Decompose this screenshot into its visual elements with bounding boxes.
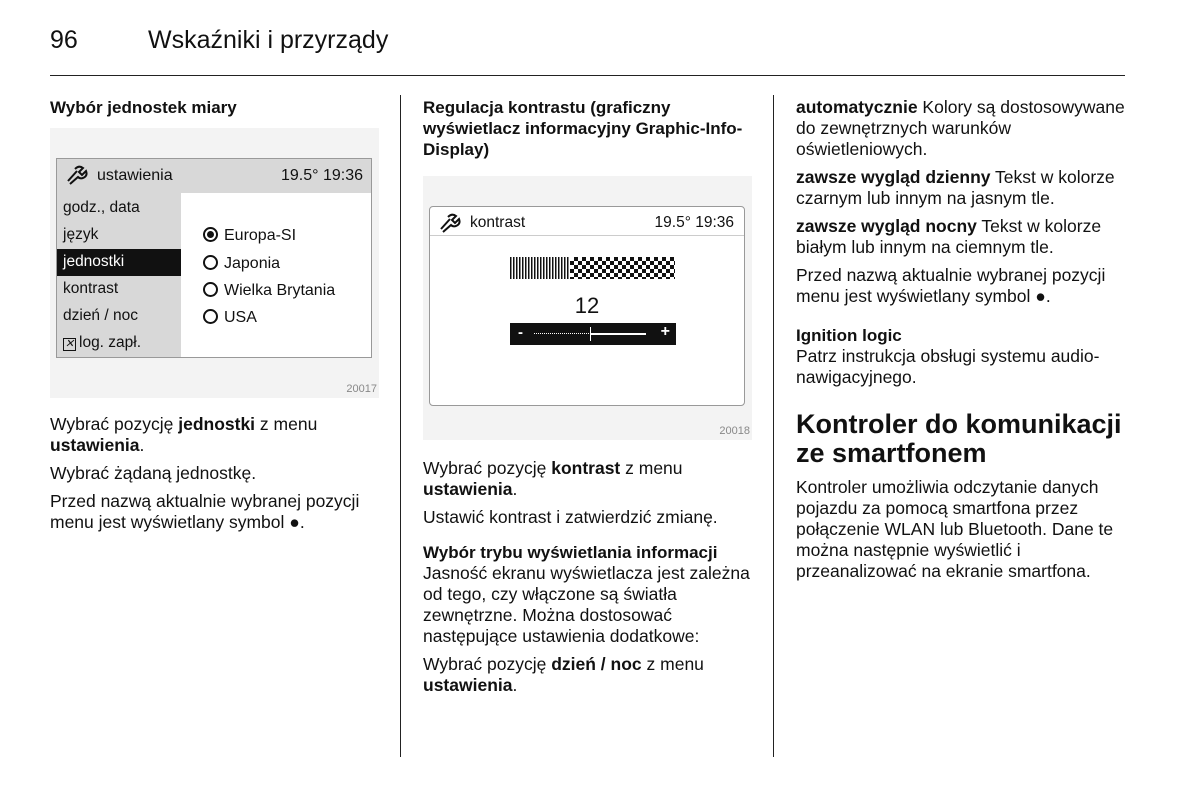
column-2 — [423, 97, 743, 160]
menu-item[interactable]: godz., data — [63, 199, 140, 216]
paragraph: Patrz instrukcja obsługi systemu audio-nawigacyjnego. — [796, 346, 1100, 387]
radio-icon — [203, 309, 218, 324]
radio-icon — [203, 282, 218, 297]
screen-header — [57, 159, 371, 193]
figure-code: 20018 — [719, 425, 750, 437]
paragraph: Wybrać pozycję jednostki z menu ustawienia. — [50, 414, 318, 455]
section-heading: Regulacja kontrastu (graficzny wyświetlacz informacyjny Graphic-Info-Display) — [423, 98, 743, 159]
settings-screen-figure — [50, 128, 379, 398]
menu-item[interactable]: dzień / noc — [63, 307, 138, 324]
paragraph: Jasność ekranu wyświetlacza jest zależna od tego, czy włączone są światła zewnętrzne. Można dostosować następujące ustawienia dodatkowe: — [423, 563, 750, 646]
menu-item[interactable]: język — [63, 226, 99, 243]
section-heading: Wybór jednostek miary — [50, 98, 237, 117]
temp-time: 19.5° 19:36 — [654, 214, 734, 231]
radio-selected-icon — [203, 227, 218, 242]
section-subheading: Ignition logic — [796, 326, 902, 345]
page-number: 96 — [50, 26, 78, 54]
paragraph: zawsze wygląd dzienny Tekst w kolorze czarnym lub innym na jasnym tle. — [796, 167, 1115, 208]
contrast-value: 12 — [574, 293, 600, 318]
radio-icon — [203, 255, 218, 270]
slider-handle[interactable] — [590, 327, 591, 341]
menu-sidebar — [57, 193, 181, 357]
paragraph: Wybrać żądaną jednostkę. — [50, 463, 257, 483]
menu-item[interactable]: kontrast — [63, 280, 119, 297]
wrench-icon — [438, 213, 462, 233]
screen-title: ustawienia — [97, 167, 173, 184]
unit-option[interactable]: Japonia — [203, 255, 280, 273]
slider-track — [590, 333, 646, 335]
paragraph: Wybrać pozycję dzień / noc z menu ustawienia. — [423, 654, 704, 695]
menu-item-selected[interactable]: jednostki — [57, 249, 181, 276]
contrast-pattern — [510, 257, 675, 279]
column-1-text — [50, 414, 380, 540]
checkbox-icon: ✕ — [64, 338, 75, 350]
divider — [430, 235, 744, 236]
paragraph: Kontroler umożliwia odczytanie danych pojazdu za pomocą smartfona przez połączenie WLAN lub Bluetooth. Dane te można następnie wyświetlić i przeanalizować na ekranie smartfona. — [796, 477, 1114, 581]
paragraph: zawsze wygląd nocny Tekst w kolorze białym lub innym na ciemnym tle. — [796, 216, 1102, 257]
contrast-screen-figure — [423, 176, 752, 440]
temp-time: 19.5° 19:36 — [280, 167, 363, 184]
column-3 — [796, 97, 1126, 589]
unit-option[interactable]: Wielka Brytania — [203, 282, 335, 300]
header-divider — [50, 75, 1125, 76]
column-divider — [773, 95, 774, 757]
display-screen — [56, 158, 372, 358]
paragraph: Ustawić kontrast i zatwierdzić zmianę. — [423, 507, 718, 527]
paragraph: Przed nazwą aktualnie wybranej pozycji menu jest wyświetlany symbol ●. — [50, 491, 360, 532]
menu-item[interactable]: ✕ log. zapł. — [64, 334, 142, 351]
page-title: Wskaźniki i przyrządy — [148, 26, 389, 54]
section-subheading: Wybór trybu wyświetlania informacji — [423, 543, 718, 562]
column-1 — [50, 97, 380, 118]
section-heading-large: Kontroler do komunikacji ze smartfonem — [796, 409, 1122, 468]
wrench-icon — [65, 165, 89, 185]
paragraph: automatycznie Kolory są dostosowywane do zewnętrznych warunków oświetleniowych. — [796, 97, 1125, 159]
unit-option[interactable]: USA — [203, 309, 257, 327]
plus-label: + — [660, 323, 670, 340]
figure-code: 20017 — [346, 383, 377, 395]
unit-option[interactable]: Europa-SI — [203, 227, 296, 245]
slider-track-dotted — [534, 333, 589, 334]
paragraph: Przed nazwą aktualnie wybranej pozycji menu jest wyświetlany symbol ●. — [796, 265, 1106, 306]
minus-label: - — [518, 324, 523, 341]
contrast-slider[interactable] — [510, 323, 676, 345]
paragraph: Wybrać pozycję kontrast z menu ustawienia. — [423, 458, 683, 499]
screen-title: kontrast — [470, 214, 526, 231]
display-screen — [429, 206, 745, 406]
column-divider — [400, 95, 401, 757]
column-2-text — [423, 458, 753, 703]
